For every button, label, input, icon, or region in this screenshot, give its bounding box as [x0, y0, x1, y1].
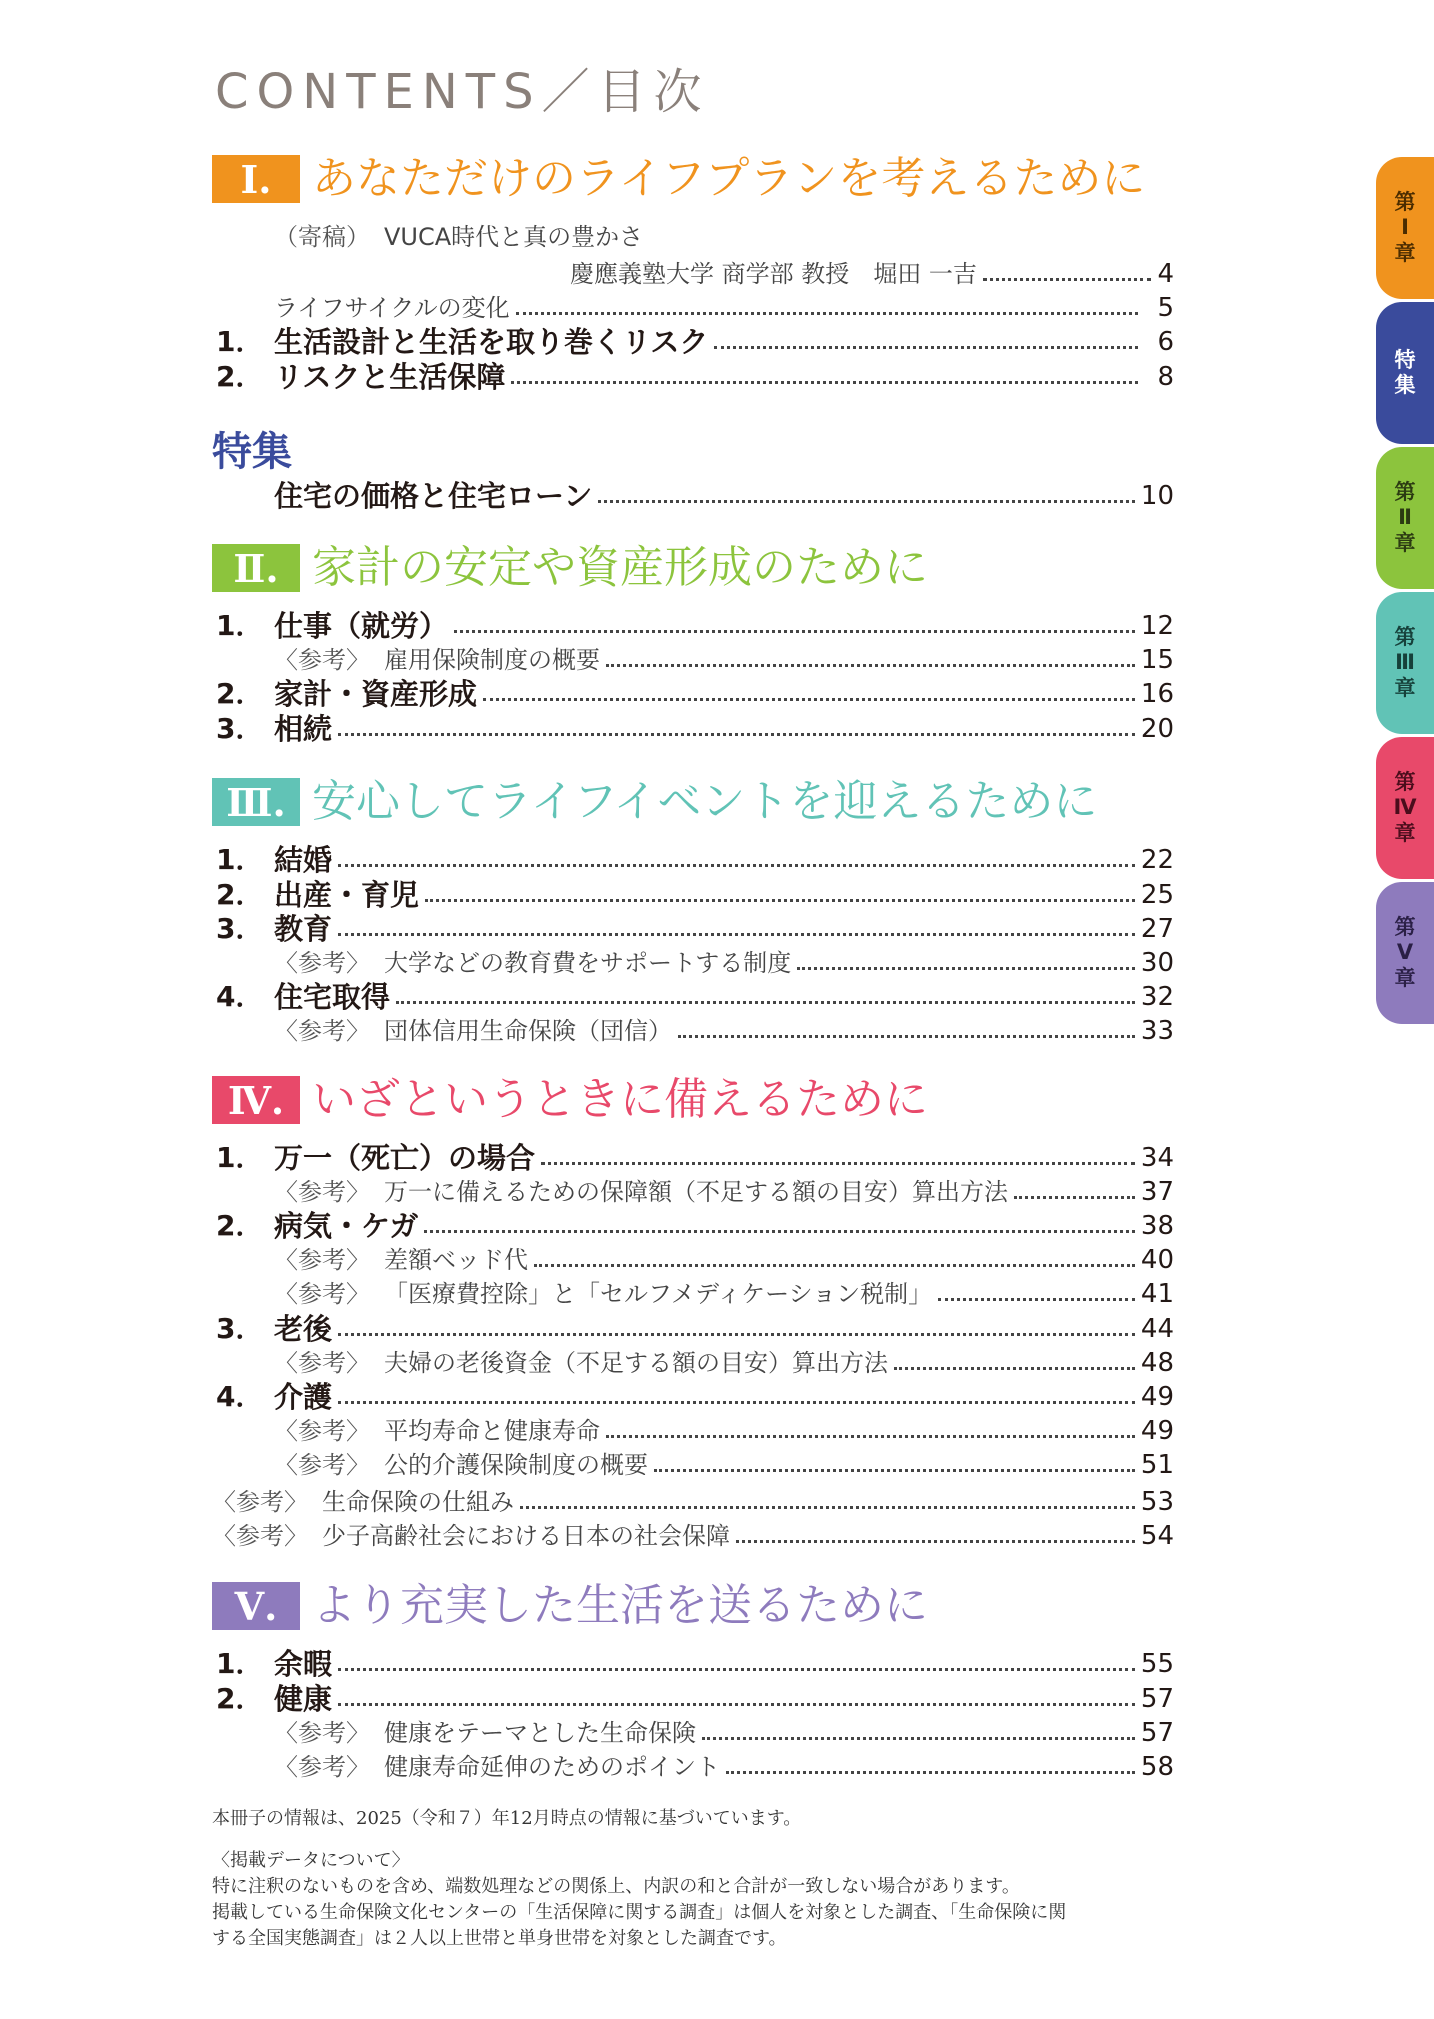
- tab-chapter-2[interactable]: [1376, 447, 1434, 589]
- entry-page: 10: [1140, 481, 1174, 511]
- entry-page: 20: [1140, 714, 1174, 744]
- leader-dots: [338, 1703, 1135, 1706]
- entry-number: 2．: [216, 360, 264, 393]
- data-note-line: 掲載している生命保険文化センターの「生活保障に関する調査」は個人を対象とした調査、「生命保険に関: [212, 1902, 1067, 1923]
- entry-page: 32: [1140, 982, 1174, 1012]
- section-5-heading[interactable]: [212, 1582, 928, 1630]
- section-3-badge: Ⅲ.: [212, 778, 300, 826]
- leader-dots: [541, 1162, 1135, 1165]
- entry-ref: 〈参考〉: [274, 949, 370, 977]
- entry-label: 生命保険の仕組み: [322, 1488, 514, 1516]
- entry-page: 51: [1140, 1450, 1174, 1480]
- section-4-badge: Ⅳ.: [212, 1076, 300, 1124]
- section-1-badge: Ⅰ.: [212, 155, 300, 203]
- entry-page: 53: [1140, 1487, 1174, 1517]
- data-note-line: 特に注釈のないものを含め、端数処理などの関係上、内訳の和と合計が一致しない場合があります。: [212, 1876, 1020, 1897]
- entry-ref: （寄稿）: [274, 223, 370, 251]
- entry-label: ライフサイクルの変化: [274, 294, 510, 322]
- entry-number: 1．: [216, 325, 264, 358]
- entry-label: 家計・資産形成: [274, 677, 478, 711]
- entry-number: 1．: [216, 609, 264, 642]
- tab-text: 特: [1394, 347, 1416, 372]
- entry-page: 5: [1157, 293, 1174, 323]
- section-5-badge: Ⅴ.: [212, 1582, 300, 1630]
- entry-page: 49: [1140, 1416, 1174, 1446]
- tab-text: 章: [1394, 240, 1416, 265]
- tab-text: 第: [1394, 480, 1416, 505]
- leader-dots: [983, 278, 1152, 281]
- entry-page: 37: [1140, 1177, 1174, 1207]
- tab-text: 章: [1394, 530, 1416, 555]
- toc-entry[interactable]: [212, 361, 1174, 393]
- entry-label: 健康寿命延伸のためのポイント: [384, 1753, 720, 1781]
- toc-entry[interactable]: [212, 981, 1174, 1013]
- section-4-heading[interactable]: [212, 1076, 928, 1124]
- entry-number: 3．: [216, 712, 264, 745]
- entry-page: 54: [1140, 1521, 1174, 1551]
- entry-label: 雇用保険制度の概要: [384, 646, 600, 674]
- toc-entry[interactable]: [212, 713, 1174, 745]
- entry-page: 8: [1157, 362, 1174, 392]
- entry-number: 3．: [216, 912, 264, 945]
- toc-entry[interactable]: [212, 1520, 1174, 1552]
- entry-page: 15: [1140, 645, 1174, 675]
- toc-entry[interactable]: [212, 1142, 1174, 1174]
- entry-ref: 〈参考〉: [274, 1451, 370, 1479]
- section-2-title: 家計の安定や資産形成のために: [312, 542, 928, 593]
- toc-entry[interactable]: [212, 1210, 1174, 1242]
- tab-chapter-5[interactable]: [1376, 882, 1434, 1024]
- entry-label: 住宅の価格と住宅ローン: [274, 479, 593, 513]
- toc-entry[interactable]: [212, 610, 1174, 642]
- entry-page: 16: [1140, 679, 1174, 709]
- entry-label: 教育: [274, 912, 333, 946]
- toc-entry[interactable]: [212, 844, 1174, 876]
- entry-label: 余暇: [274, 1647, 333, 1681]
- leader-dots: [338, 933, 1135, 936]
- entry-page: 30: [1140, 948, 1174, 978]
- entry-label: 大学などの教育費をサポートする制度: [384, 949, 792, 977]
- entry-ref: 〈参考〉: [274, 1246, 370, 1274]
- tab-text: 第: [1394, 190, 1416, 215]
- leader-dots: [654, 1469, 1135, 1472]
- entry-number: 4．: [216, 980, 264, 1013]
- entry-label: 老後: [274, 1312, 333, 1346]
- data-note-heading: 〈掲載データについて〉: [212, 1850, 410, 1871]
- leader-dots: [938, 1298, 1135, 1301]
- toc-entry[interactable]: [212, 292, 1174, 324]
- entry-number: 1．: [216, 1141, 264, 1174]
- leader-dots: [606, 664, 1135, 667]
- entry-ref: 〈参考〉: [274, 1280, 370, 1308]
- entry-page: 38: [1140, 1211, 1174, 1241]
- leader-dots: [338, 1668, 1135, 1671]
- entry-number: 1．: [216, 1647, 264, 1680]
- entry-label: 夫婦の老後資金（不足する額の目安）算出方法: [384, 1349, 888, 1377]
- tab-text: 第: [1394, 915, 1416, 940]
- page-title: CONTENTS／目次: [215, 64, 710, 120]
- entry-label: 健康をテーマとした生命保険: [384, 1719, 696, 1747]
- entry-ref: 〈参考〉: [274, 1719, 370, 1747]
- toc-entry[interactable]: [212, 1278, 1174, 1310]
- entry-label: 公的介護保険制度の概要: [384, 1451, 648, 1479]
- toc-entry[interactable]: [212, 1648, 1174, 1680]
- entry-number: 2．: [216, 677, 264, 710]
- entry-label: 団体信用生命保険（団信）: [384, 1017, 672, 1045]
- entry-number: 2．: [216, 1682, 264, 1715]
- entry-page: 58: [1140, 1752, 1174, 1782]
- entry-label: 万一に備えるための保障額（不足する額の目安）算出方法: [384, 1178, 1008, 1206]
- entry-page: 57: [1140, 1718, 1174, 1748]
- entry-page: 4: [1157, 259, 1174, 289]
- toc-entry[interactable]: [212, 1449, 1174, 1481]
- entry-ref: 〈参考〉: [274, 646, 370, 674]
- toc-entry[interactable]: [212, 1381, 1174, 1413]
- entry-page: 57: [1140, 1684, 1174, 1714]
- tab-text: 章: [1394, 675, 1416, 700]
- entry-page: 48: [1140, 1348, 1174, 1378]
- tab-chapter-4[interactable]: [1376, 737, 1434, 879]
- toc-entry[interactable]: [212, 1244, 1174, 1276]
- entry-label: 生活設計と生活を取り巻くリスク: [274, 325, 709, 359]
- entry-page: 55: [1140, 1649, 1174, 1679]
- leader-dots: [714, 346, 1138, 349]
- leader-dots: [516, 312, 1138, 315]
- leader-dots: [425, 899, 1135, 902]
- entry-label: 住宅取得: [274, 980, 391, 1014]
- entry-label: VUCA時代と真の豊かさ: [384, 223, 644, 251]
- toc-entry[interactable]: [212, 678, 1174, 710]
- entry-page: 49: [1140, 1382, 1174, 1412]
- leader-dots: [338, 1401, 1135, 1404]
- toc-entry[interactable]: [212, 1313, 1174, 1345]
- leader-dots: [338, 864, 1135, 867]
- toc-entry[interactable]: [212, 1415, 1174, 1447]
- entry-page: 6: [1157, 327, 1174, 357]
- entry-number: 4．: [216, 1380, 264, 1413]
- leader-dots: [534, 1264, 1135, 1267]
- leader-dots: [483, 698, 1135, 701]
- toc-entry[interactable]: [212, 326, 1174, 358]
- toc-entry[interactable]: [212, 879, 1174, 911]
- toc-entry[interactable]: [212, 1683, 1174, 1715]
- entry-label: 相続: [274, 712, 333, 746]
- leader-dots: [606, 1435, 1135, 1438]
- toc-entry[interactable]: [212, 1176, 1174, 1208]
- entry-label: 結婚: [274, 843, 333, 877]
- section-4-title: いざというときに備えるために: [312, 1074, 928, 1125]
- tab-text: 章: [1394, 820, 1416, 845]
- leader-dots: [678, 1035, 1135, 1038]
- leader-dots: [424, 1230, 1134, 1233]
- tab-text: Ⅲ: [1395, 650, 1415, 675]
- toc-entry[interactable]: [212, 947, 1174, 979]
- entry-ref: 〈参考〉: [274, 1349, 370, 1377]
- toc-entry[interactable]: [212, 1751, 1174, 1783]
- entry-label: 病気・ケガ: [274, 1209, 419, 1243]
- data-note-line: する全国実態調査」は２人以上世帯と単身世帯を対象とした調査です。: [212, 1928, 787, 1949]
- entry-label: 出産・育児: [274, 878, 420, 912]
- entry-ref: 〈参考〉: [274, 1178, 370, 1206]
- entry-label: 平均寿命と健康寿命: [384, 1417, 600, 1445]
- entry-label: 万一（死亡）の場合: [274, 1141, 536, 1175]
- entry-label: リスクと生活保障: [274, 360, 506, 394]
- toc-entry-contribution[interactable]: [212, 221, 1174, 253]
- entry-ref: 〈参考〉: [212, 1488, 308, 1516]
- tab-text: Ⅰ: [1401, 215, 1409, 240]
- tab-text: 章: [1394, 965, 1416, 990]
- entry-label: 健康: [274, 1682, 333, 1716]
- entry-ref: 〈参考〉: [274, 1017, 370, 1045]
- entry-number: 1．: [216, 843, 264, 876]
- entry-label: 差額ベッド代: [384, 1246, 528, 1274]
- entry-page: 34: [1140, 1143, 1174, 1173]
- entry-number: 3．: [216, 1312, 264, 1345]
- entry-ref: 〈参考〉: [212, 1522, 308, 1550]
- entry-page: 40: [1140, 1245, 1174, 1275]
- section-2-heading[interactable]: [212, 544, 928, 592]
- tab-text: Ⅴ: [1396, 940, 1414, 965]
- tab-chapter-1[interactable]: [1376, 157, 1434, 299]
- entry-page: 44: [1140, 1314, 1174, 1344]
- entry-number: 2．: [216, 878, 264, 911]
- leader-dots: [454, 630, 1135, 633]
- entry-ref: 〈参考〉: [274, 1753, 370, 1781]
- entry-label: 仕事（就労）: [274, 609, 449, 643]
- leader-dots: [520, 1506, 1135, 1509]
- entry-label: 少子高齢社会における日本の社会保障: [322, 1522, 730, 1550]
- entry-label: 介護: [274, 1380, 333, 1414]
- leader-dots: [797, 967, 1135, 970]
- toc-entry[interactable]: [212, 1015, 1174, 1047]
- toc-entry[interactable]: [212, 1486, 1174, 1518]
- entry-page: 22: [1140, 845, 1174, 875]
- leader-dots: [736, 1540, 1135, 1543]
- toc-entry[interactable]: [212, 644, 1174, 676]
- toc-entry-author[interactable]: [570, 258, 1174, 290]
- section-3-heading[interactable]: [212, 778, 1097, 826]
- entry-page: 12: [1140, 611, 1174, 641]
- section-5-title: より充実した生活を送るために: [312, 1580, 928, 1631]
- section-1-heading[interactable]: [212, 155, 1145, 203]
- tab-text: Ⅱ: [1398, 505, 1412, 530]
- tab-text: 集: [1394, 373, 1416, 397]
- entry-page: 27: [1140, 914, 1174, 944]
- info-date-note: 本冊子の情報は、2025（令和７）年12月時点の情報に基づいています。: [212, 1808, 802, 1829]
- leader-dots: [338, 733, 1135, 736]
- entry-label: 「医療費控除」と「セルフメディケーション税制」: [384, 1280, 933, 1308]
- section-3-title: 安心してライフイベントを迎えるために: [312, 776, 1098, 827]
- tab-chapter-3[interactable]: [1376, 592, 1434, 734]
- leader-dots: [598, 500, 1134, 503]
- leader-dots: [894, 1367, 1135, 1370]
- tab-text: Ⅳ: [1393, 795, 1417, 820]
- entry-page: 33: [1140, 1016, 1174, 1046]
- toc-entry[interactable]: [212, 913, 1174, 945]
- tab-text: 第: [1394, 770, 1416, 795]
- tokushu-heading[interactable]: 特集: [212, 429, 292, 475]
- section-2-badge: Ⅱ.: [212, 544, 300, 592]
- entry-page: 41: [1140, 1279, 1174, 1309]
- section-1-title: あなただけのライフプランを考えるために: [312, 153, 1146, 204]
- leader-dots: [726, 1771, 1135, 1774]
- entry-page: 25: [1140, 880, 1174, 910]
- leader-dots: [338, 1333, 1135, 1336]
- toc-entry[interactable]: [212, 1347, 1174, 1379]
- entry-label: 慶應義塾大学 商学部 教授 堀田 一吉: [570, 260, 977, 288]
- leader-dots: [511, 381, 1138, 384]
- entry-ref: 〈参考〉: [274, 1417, 370, 1445]
- tab-text: 第: [1394, 625, 1416, 650]
- toc-entry[interactable]: [212, 1717, 1174, 1749]
- entry-number: 2．: [216, 1209, 264, 1242]
- leader-dots: [1014, 1196, 1135, 1199]
- leader-dots: [702, 1737, 1135, 1740]
- tab-tokushu[interactable]: [1376, 302, 1434, 444]
- toc-entry[interactable]: [212, 480, 1174, 512]
- leader-dots: [396, 1001, 1135, 1004]
